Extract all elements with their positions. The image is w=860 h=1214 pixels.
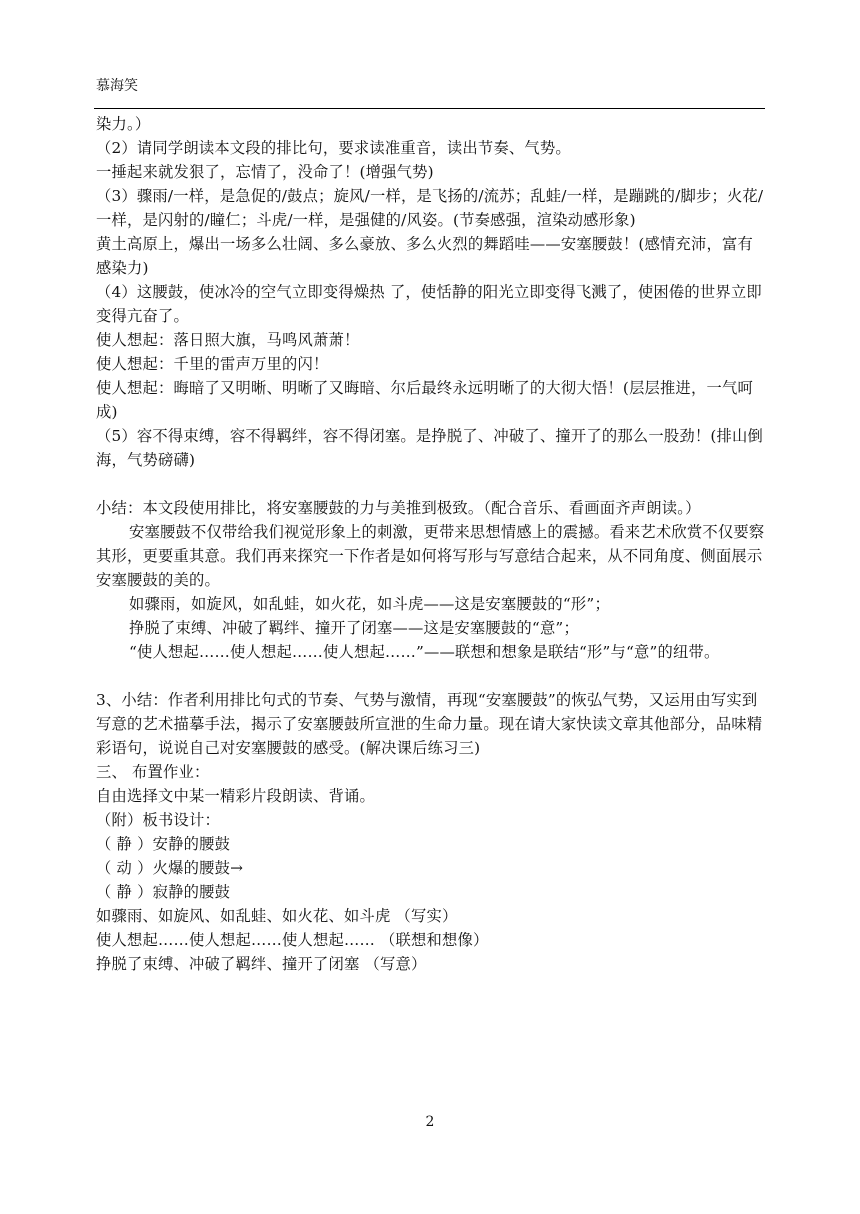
text-line: 一捶起来就发狠了，忘情了，没命了！(增强气势): [96, 163, 434, 181]
form-paragraph: 如骤雨，如旋风，如乱蛙，如火花，如斗虎——这是安塞腰鼓的“形”；: [129, 595, 610, 613]
board-line: （ 静 ）寂静的腰鼓: [96, 883, 231, 901]
text-line: 使人想起：千里的雷声万里的闪！: [96, 355, 329, 373]
board-line: （ 静 ）安静的腰鼓: [96, 835, 231, 853]
page-number: 2: [425, 1114, 435, 1130]
section-summary: 3、小结：作者利用排比句式的节奏、气势与激情，再现“安塞腰鼓”的恢弘气势，又运用由写实到写意的艺术描摹手法，揭示了安塞腰鼓所宣泄的生命力量。现在请大家快读文章其他部分，品味精彩语句，说说自己对安塞腰鼓的感受。(解决课后练习三): [96, 691, 763, 757]
text-line: （4）这腰鼓，使冰冷的空气立即变得燥热 了，使恬静的阳光立即变得飞溅了，使困倦的世界立即变得亢奋了。: [96, 283, 762, 325]
homework-text: 自由选择文中某一精彩片段朗读、背诵。: [96, 787, 375, 805]
blank-line: [96, 472, 768, 496]
text-line: （5）容不得束缚，容不得羁绊，容不得闭塞。是挣脱了、冲破了、撞开了的那么一股劲！(排山倒海，气势磅礴): [96, 427, 763, 469]
text-line: （2）请同学朗读本文段的排比句，要求读准重音，读出节奏、气势。: [96, 139, 571, 157]
text-line: 使人想起：落日照大旗，马鸣风萧萧！: [96, 331, 360, 349]
summary-paragraph: 小结：本文段使用排比，将安塞腰鼓的力与美推到极致。（配合音乐、看画面齐声朗读。）: [96, 499, 701, 517]
board-line: 使人想起……使人想起……使人想起…… （联想和想像）: [96, 931, 489, 949]
homework-heading: 三、 布置作业：: [96, 763, 210, 781]
text-line: 黄土高原上，爆出一场多么壮阔、多么豪放、多么火烈的舞蹈哇——安塞腰鼓！(感情充沛，富有感染力): [96, 235, 754, 277]
meaning-paragraph: 挣脱了束缚、冲破了羁绊、撞开了闭塞——这是安塞腰鼓的“意”；: [129, 619, 579, 637]
page-header-author: 慕海笑: [96, 78, 138, 94]
text-line: 使人想起：晦暗了又明晰、明晰了又晦暗、尔后最终永远明晰了的大彻大悟！(层层推进，一气呵成): [96, 379, 754, 421]
board-line: 如骤雨、如旋风、如乱蛙、如火花、如斗虎 （写实）: [96, 907, 458, 925]
association-paragraph: “使人想起……使人想起……使人想起……”——联想和想象是联结“形”与“意”的纽带。: [129, 643, 720, 661]
text-line: （3）骤雨/一样，是急促的/鼓点；旋风/一样，是飞扬的/流苏；乱蛙/一样，是蹦跳的/脚步；火花/一样，是闪射的/瞳仁；斗虎/一样，是强健的/风姿。(节奏感强，渲染动感形象): [96, 187, 764, 229]
document-body: [96, 112, 768, 976]
board-line: 挣脱了束缚、冲破了羁绊、撞开了闭塞 （写意）: [96, 955, 427, 973]
text-line: 染力。）: [96, 115, 151, 133]
header-divider: [94, 108, 765, 109]
analysis-paragraph: 安塞腰鼓不仅带给我们视觉形象上的刺激，更带来思想情感上的震撼。看来艺术欣赏不仅要察其形，更要重其意。我们再来探究一下作者是如何将写形与写意结合起来，从不同角度、侧面展示安塞腰鼓的美的。: [96, 523, 765, 589]
board-line: （ 动 ）火爆的腰鼓→: [96, 859, 244, 877]
blank-line: [96, 664, 768, 688]
board-design-heading: （附）板书设计：: [96, 811, 220, 829]
